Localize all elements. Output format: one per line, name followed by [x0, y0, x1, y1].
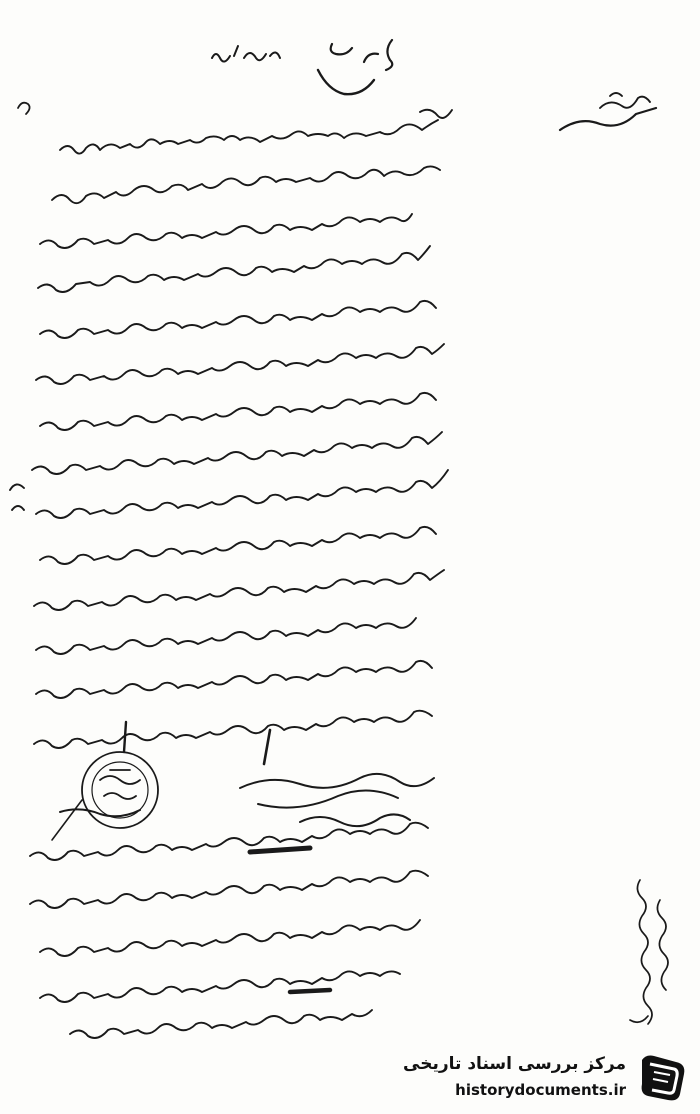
- margin-note-vertical: [630, 880, 668, 1024]
- manuscript-heading: [318, 40, 392, 94]
- manuscript-date: [212, 46, 280, 62]
- archive-watermark: [403, 1048, 692, 1106]
- manuscript-body-lines: [10, 93, 656, 764]
- watermark-org-name: مرکز بررسی اسناد تاریخی: [403, 1054, 626, 1074]
- margin-mark: [18, 103, 30, 114]
- manuscript-footer-lines: [30, 823, 428, 1038]
- watermark-website: historydocuments.ir: [455, 1081, 626, 1099]
- document-scroll-logo-icon: [636, 1050, 692, 1104]
